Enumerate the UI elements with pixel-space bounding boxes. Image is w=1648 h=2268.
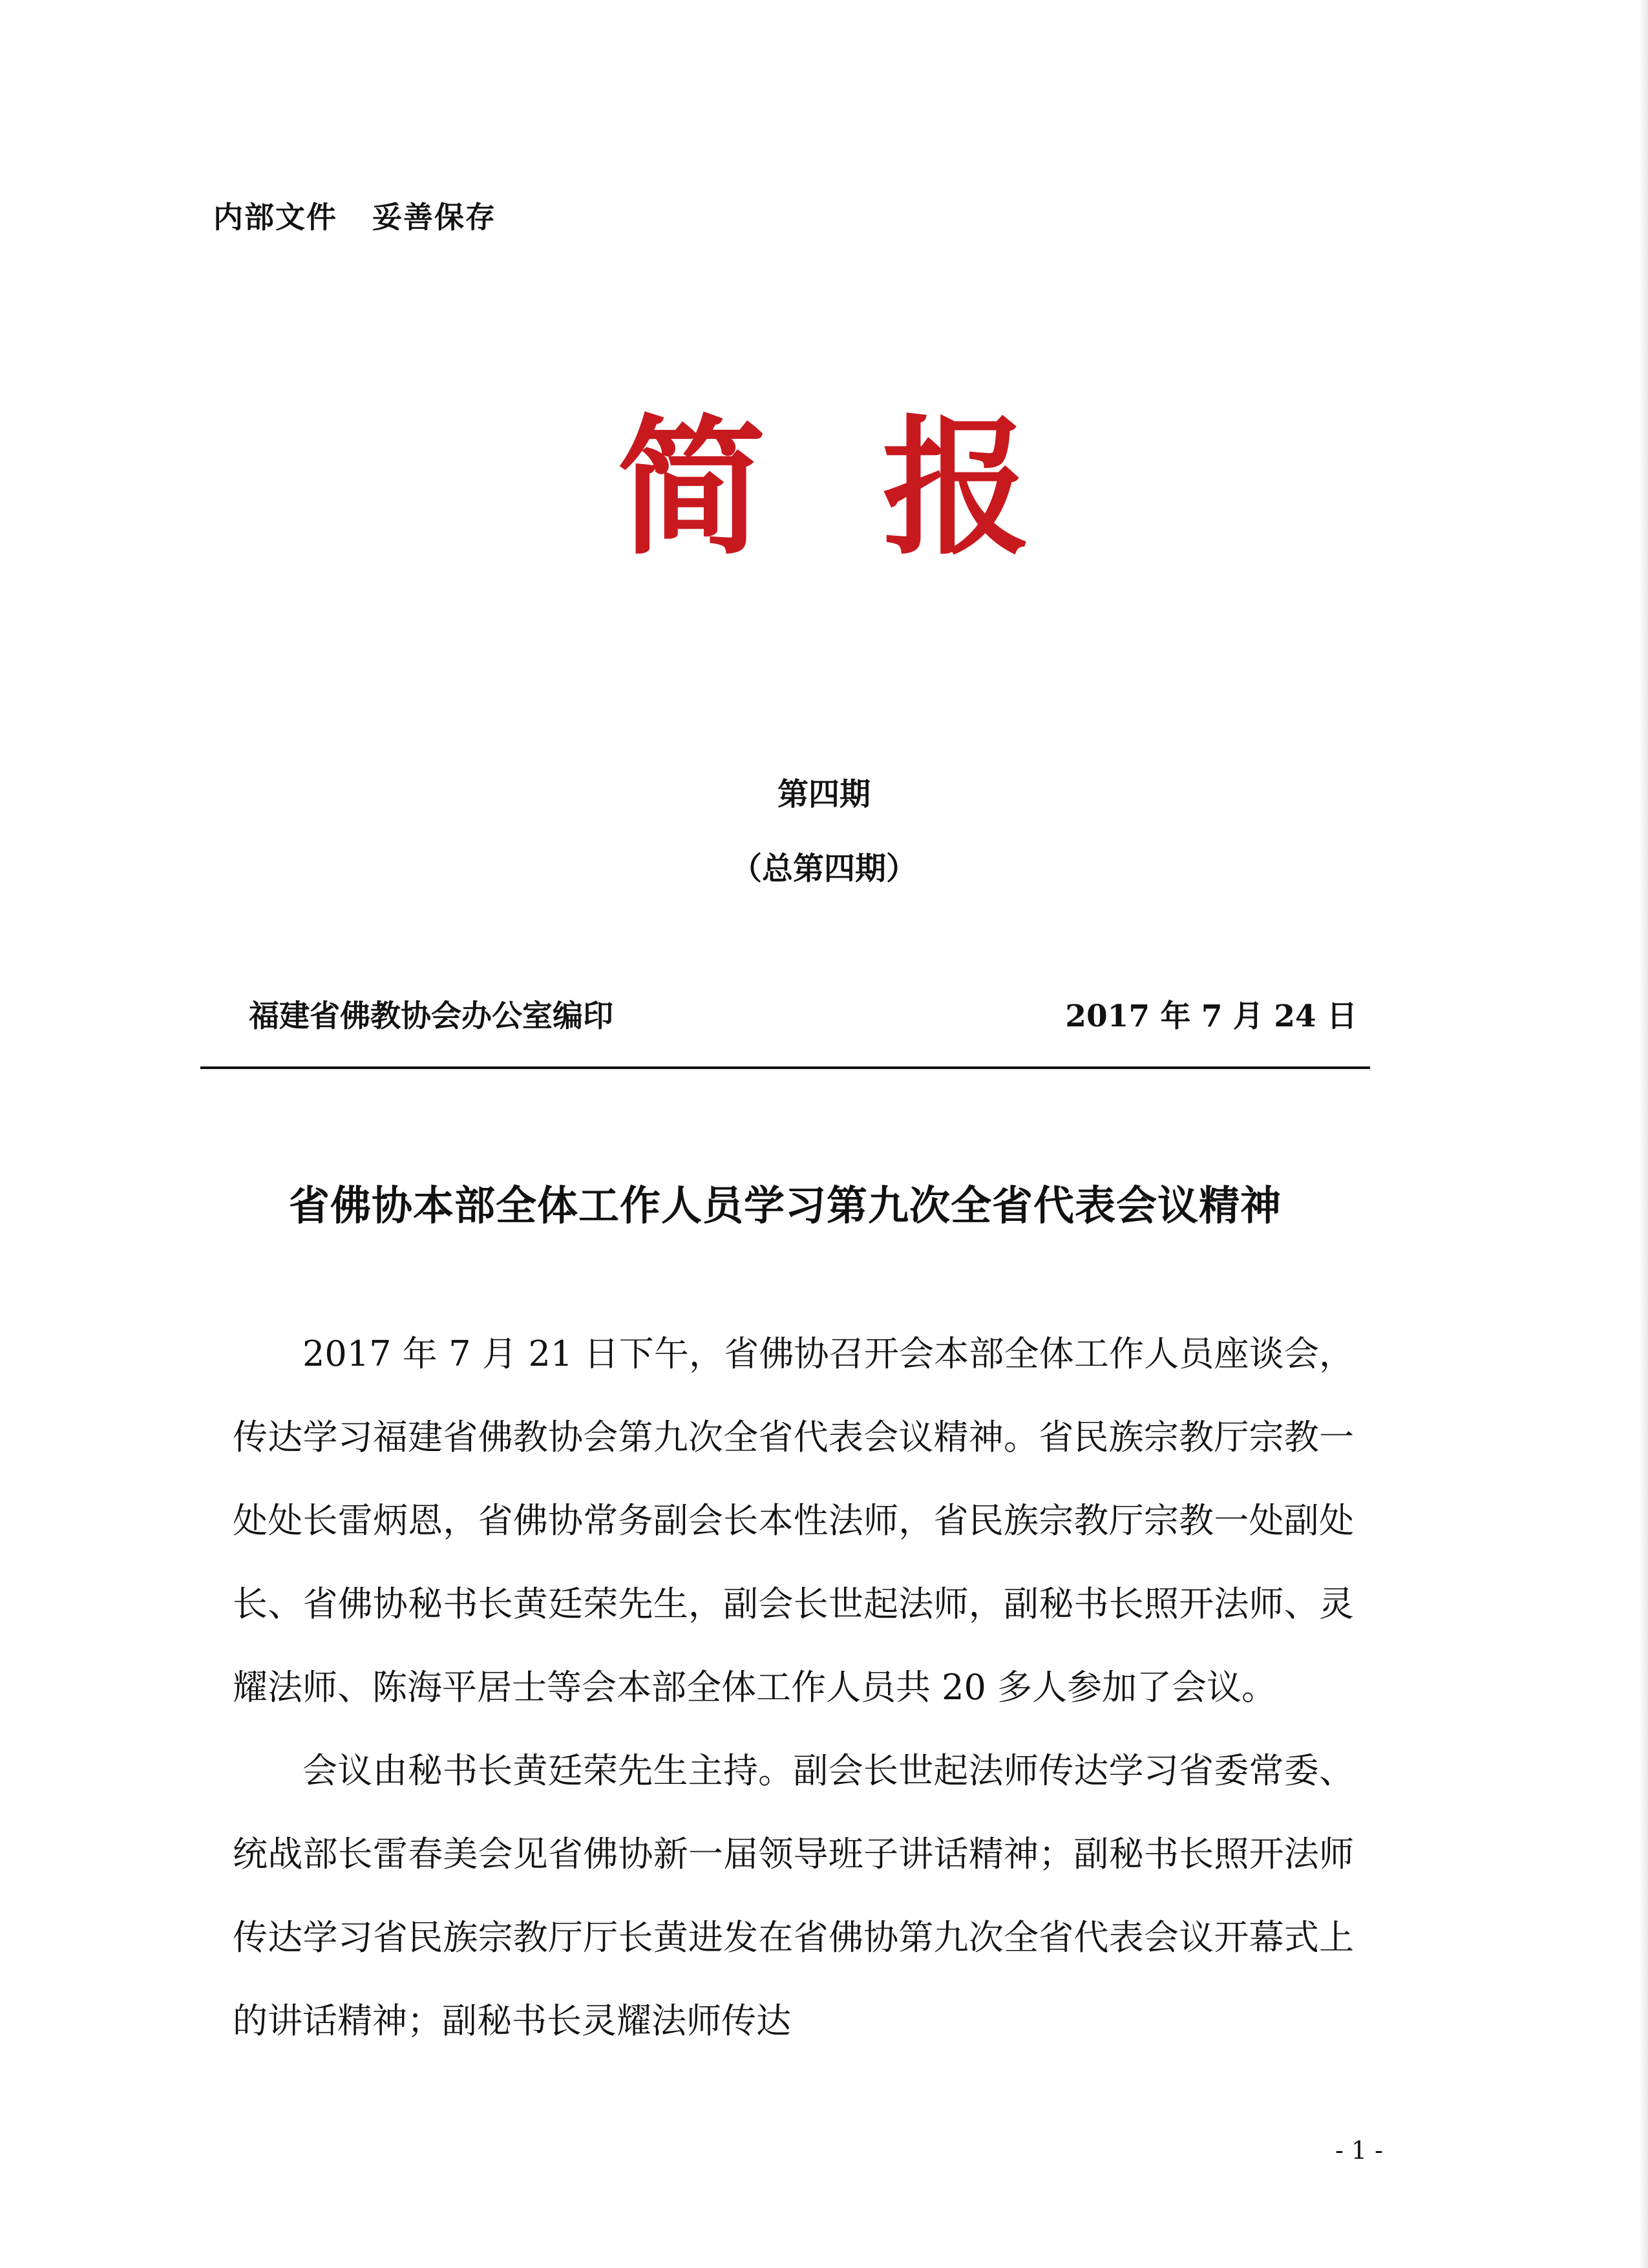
header-divider bbox=[200, 1066, 1370, 1069]
article-body bbox=[233, 1312, 1354, 2062]
article-headline: 省佛协本部全体工作人员学习第九次全省代表会议精神 bbox=[289, 1182, 1282, 1229]
publication-date: 2017 年 7 月 24 日 bbox=[1065, 999, 1357, 1034]
issue-total: （总第四期） bbox=[730, 851, 917, 887]
issue-number: 第四期 bbox=[777, 776, 871, 812]
page-edge bbox=[1639, 0, 1648, 2268]
publisher: 福建省佛教协会办公室编印 bbox=[249, 999, 613, 1034]
article-paragraph: 2017 年 7 月 21 日下午，省佛协召开会本部全体工作人员座谈会，传达学习福建省佛教协会第九次全省代表会议精神。省民族宗教厅宗教一处处长雷炳恩，省佛协常务副会长本性法师，省民族宗教厅宗教一处副处长、省佛协秘书长黄廷荣先生，副会长世起法师，副秘书长照开法师、灵耀法师、陈海平居士等会本部全体工作人员共 20 多人参加了会议。 bbox=[233, 1333, 1354, 1708]
article-paragraph: 会议由秘书长黄廷荣先生主持。副会长世起法师传达学习省委常委、统战部长雷春美会见省佛协新一届领导班子讲话精神；副秘书长照开法师传达学习省民族宗教厅厅长黄进发在省佛协第九次全省代表会议开幕式上的讲话精神；副秘书长灵耀法师传达 bbox=[233, 1750, 1354, 2041]
confidential-note: 内部文件 妥善保存 bbox=[213, 200, 497, 235]
masthead-title: 简报 bbox=[617, 401, 1147, 575]
page-number: - 1 - bbox=[1335, 2136, 1383, 2165]
